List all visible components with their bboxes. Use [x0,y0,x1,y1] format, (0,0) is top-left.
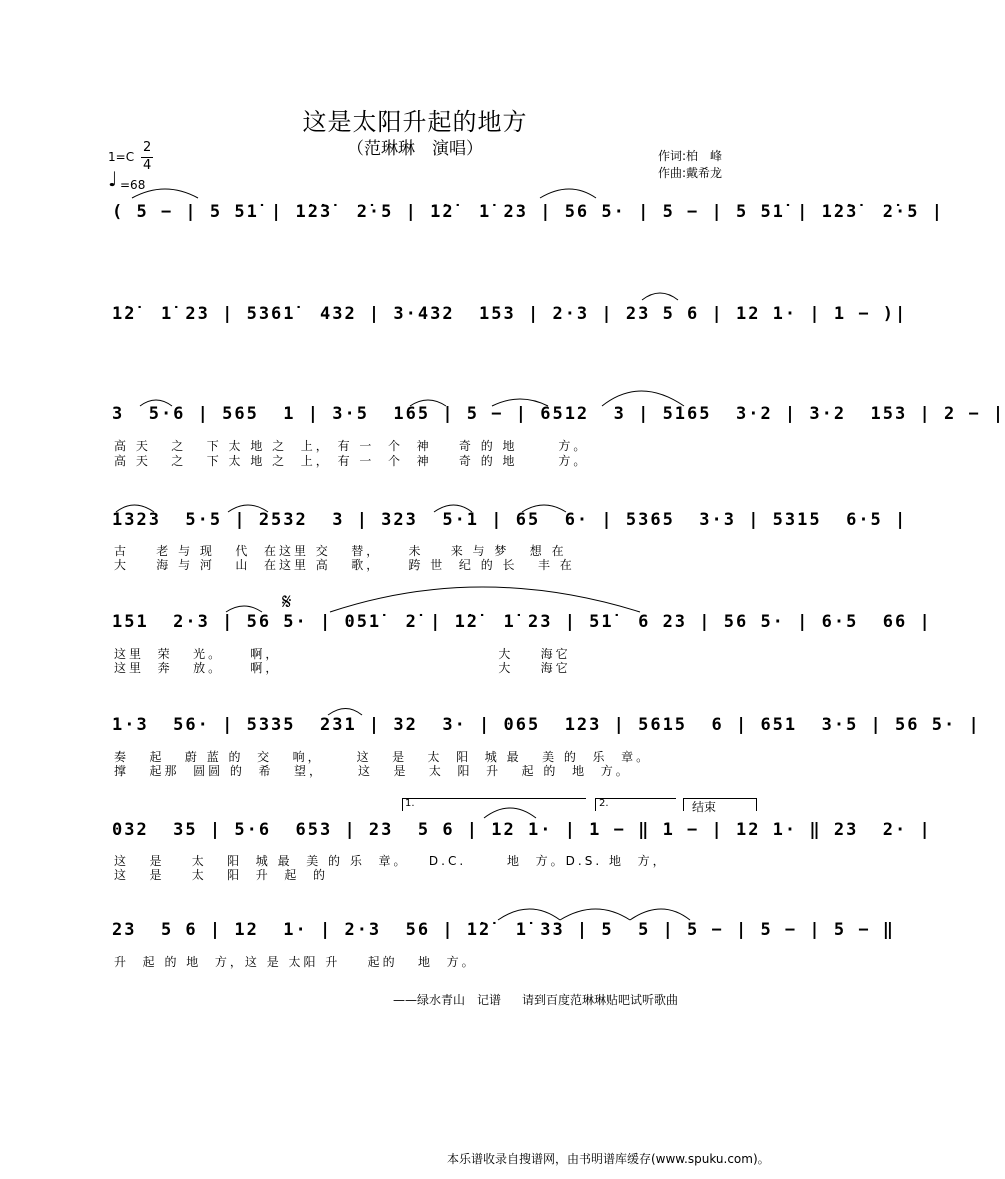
notes-line: ( 5 − | 5 51̇ | 1̇2̇3̇ 2̇·5 | 1̇2̇ 1̇ 23 | 56 5· | 5 − | 5 51̇ | 1̇2̇3̇ 2̇·5 | [112,202,944,222]
notes-line: 23 5 6 | 12 1· | 2·3 56 | 1̇2̇ 1̇ 33 | 5 5 | 5 − | 5 − | 5 − ‖ [112,920,896,940]
lyrics-verse-1: 这 是 太 阳 城 最 美 的 乐 章。 D.C. 地 方。D.S. 地 方， [114,854,668,868]
composer-credit: 作曲:戴希龙 [658,166,723,180]
source-note: 本乐谱收录自搜谱网，由书明谱库缓存(www.spuku.com)。 [447,1152,770,1166]
lyrics-verse-1: 这里 荣 光。 啊， 大 海它 [114,647,571,661]
song-title: 这是太阳升起的地方 [302,108,528,136]
time-signature-top: 2 [143,140,152,155]
volta-2-label: 2. [599,798,609,809]
song-subtitle: （范琳琳 演唱） [347,139,483,159]
lyrics-verse-2: 大 海 与 河 山 在这里 高 歌， 跨 世 纪 的 长 丰 在 [114,558,575,572]
volta-1-label: 1. [405,798,415,809]
notes-line: 1̇2̇ 1̇ 23 | 5361̇ 432 | 3·432 153 | 2·3 | 23 5 6 | 12 1· | 1 − )| [112,304,908,324]
lyrics-verse-1: 奏 起 蔚 蓝 的 交 响， 这 是 太 阳 城 最 美 的 乐 章。 [114,750,652,764]
listen-note: 请到百度范琳琳贴吧试听歌曲 [522,993,679,1007]
ending-label: 结束 [692,800,717,814]
lyrics-verse-2: 高 天 之 下 太 地 之 上， 有 一 个 神 奇 的 地 方。 [114,454,589,468]
time-signature-bottom: 4 [143,158,152,173]
notes-line: 151 2·3 | 56 5· | 051̇ 2̇ | 1̇2̇ 1̇ 23 | 51̇ 6 23 | 56 5· | 6·5 66 | [112,612,932,632]
tempo-marking: =68 [120,178,146,192]
transcriber-credit: ——绿水青山 记谱 [393,993,502,1007]
lyrics-verse-2: 撑 起那 圆圆 的 希 望， 这 是 太 阳 升 起 的 地 方。 [114,764,631,778]
segno-icon: 𝄋 [282,590,292,615]
notes-line: 032 35 | 5·6 653 | 23 5 6 | 12 1· | 1 − ‖ 1 − | 12 1· ‖ 23 2· | [112,820,932,840]
notes-line: 3 5·6 | 565 1 | 3·5 165 | 5 − | 6512 3 | 5165 3·2 | 3·2 153 | 2 − | [112,404,1005,424]
lyrics-verse-2: 这里 奔 放。 啊， 大 海它 [114,661,571,675]
lyrics-verse-1: 升 起 的 地 方，这 是 太阳 升 起的 地 方。 [114,955,477,969]
lyrics-verse-1: 古 老 与 现 代 在这里 交 替， 未 来 与 梦 想 在 [114,544,567,558]
lyrics-verse-2: 这 是 太 阳 升 起 的 [114,868,329,882]
lyrics-verse-1: 高 天 之 下 太 地 之 上， 有 一 个 神 奇 的 地 方。 [114,439,589,453]
lyricist-credit: 作词:柏 峰 [658,149,723,163]
notes-line: 1·3 56· | 5335 231 | 32 3· | 065 123 | 5615 6 | 651 3·5 | 56 5· | [112,715,981,735]
notes-line: 1323 5·5 | 2532 3 | 323 5·1 | 65 6· | 5365 3·3 | 5315 6·5 | [112,510,908,530]
key-signature: 1=C [108,150,135,164]
quarter-note-icon: ♩ [108,167,118,191]
